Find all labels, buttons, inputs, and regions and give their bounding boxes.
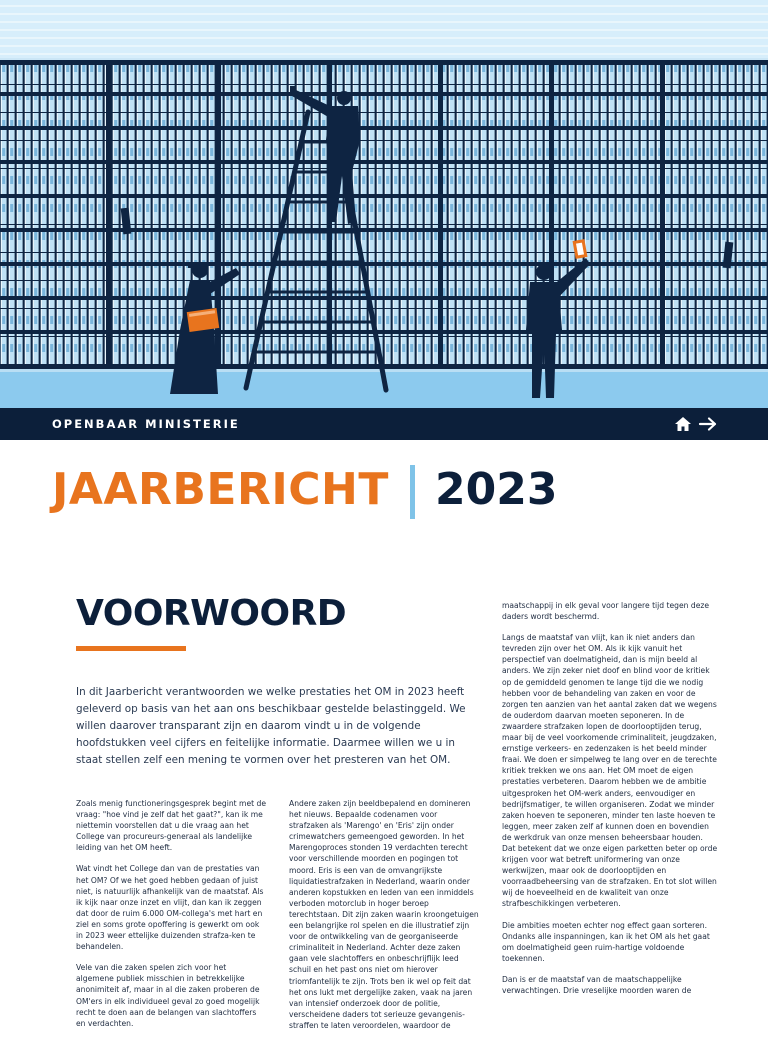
section-title-underline	[76, 646, 186, 651]
paragraph: Andere zaken zijn beeldbepalend en domineren het nieuws. Bepaalde codenamen voor strafzaken als 'Marengo' en 'Eris' zijn onder crimewatchers gemeengoed geworden. In het Marengoproces stonden 19 verdachten terecht voor verschillende moorden en pogingen tot moord. Eris is een van de omvangrijkste liquidatiestrafzaken in Nederland, waarin onder anderen kopstukken en leden van een inmiddels verboden motorclub in hoger beroep terechtstaan. Dit zijn zaken waarin kroongetuigen een belangrijke rol spelen en die illustratief zijn voor de ontwikkeling van de georganiseerde criminaliteit in Nederland. Achter deze zaken gaan vele slachtoffers en onbeschrijflijk leed schuil en het past ons niet om hierover triomfantelijk te zijn. Trots ben ik wel op feit dat het ons lukt met dergelijke zaken, vaak na jaren van intensief onderzoek door de politie, verscheidene daders tot serieuze gevangenis-straffen te laten veroordelen, waardoor de	[289, 799, 479, 1030]
arrow-right-icon[interactable]	[698, 416, 718, 432]
text-column-right	[502, 600, 718, 1006]
intro-paragraph: In dit Jaarbericht verantwoorden we welke prestaties het OM in 2023 heeft geleverd op basis van het aan ons beschikbaar gestelde belastinggeld. We willen daarover transparant zijn en daarom vindt u in de volgende hoofdstukken veel cijfers en feitelijke informatie. Daarmee willen we u in staat stellen zelf een mening te vormen over het presteren van het OM.	[76, 686, 466, 766]
paragraph: Wat vindt het College dan van de prestaties van het OM? Of we het goed hebben gedaan of juist niet, is natuurlijk afhankelijk van de maatstaf. Als ik kijk naar onze inzet en vlijt, dan kan ik zeggen dat door de ruim 6.000 OM-collega's met hart en ziel en soms grote opoffering is gewerkt om ook in 2023 weer ettelijke duizenden strafza-ken te behandelen.	[76, 864, 264, 952]
paragraph: Die ambities moeten echter nog effect gaan sorteren. Ondanks alle inspanningen, kan ik het OM als het gaat om doelmatigheid geen ruim-hartige voldoende toekennen.	[502, 920, 710, 963]
text-column-left	[76, 798, 266, 1039]
hero-illustration	[0, 0, 768, 408]
paragraph: Vele van die zaken spelen zich voor het algemene publiek misschien in betrekkelijke anonimiteit af, maar in al die zaken proberen de OM'ers in elk individueel geval zo goed mogelijk recht te doen aan de belangen van slachtoffers en verdachten.	[76, 963, 260, 1028]
organization-name: OPENBAAR MINISTERIE	[52, 417, 240, 431]
title-word: JAARBERICHT	[52, 464, 389, 515]
paragraph: Zoals menig functioneringsgesprek begint met de vraag: "hoe vind je zelf dat het gaat?", kan ik me niettemin voorstellen dat u die vraag aan het College van procureurs-generaal als landelijke leiding van het OM heeft.	[76, 799, 267, 853]
paragraph: Dan is er de maatstaf van de maatschappelijke verwachtingen. Drie vreselijke moorden waren de	[502, 974, 692, 995]
home-icon[interactable]	[674, 416, 692, 432]
top-navigation-bar	[0, 408, 768, 440]
title-separator	[410, 465, 415, 519]
section-title: VOORWOORD	[76, 593, 347, 634]
title-year: 2023	[435, 464, 558, 515]
text-column-middle	[289, 798, 479, 1041]
paragraph: Langs de maatstaf van vlijt, kan ik niet anders dan tevreden zijn over het OM. Als ik kijk vanuit het perspectief van doelmatigheid, dan is mijn beeld al anders. We zijn zeker niet doof en blind voor de kritiek op de gemiddeld genomen te lange tijd die we nodig hebben voor de behandeling van zaken en voor de zorgen ten aanzien van het aantal zaken dat we wegens de ouderdom daarvan moeten seponeren. In de zwaardere strafzaken lopen de doorlooptijden terug, maar bij de veel voorkomende criminaliteit, jeugdzaken, ernstige verkeers- en zedenzaken is het beeld minder fraai. We doen er simpelweg te lang over en de terechte kritiek trekken we ons aan. Het OM moet de eigen prestaties verbeteren. Daarom hebben we de ambitie uitgesproken het OM-werk anders, eenvoudiger en bedrijfsmatiger, te willen organiseren. Zodat we minder zaken hoeven te seponeren, minder ten laste hoeven te leggen, meer zaken zelf af kunnen doen en bovendien de werkdruk van onze mensen beheersbaar houden. Dat betekent dat we onze eigen parketten beter op orde krijgen voor wat betreft uniformering van onze werkwijzen, maar ook de doorlooptijden en voorraadbeheersing van de strafzaken. En tot slot willen wij de hoeveelheid en de kwaliteit van onze strafbeschikkingen verbeteren.	[502, 633, 718, 909]
paragraph: maatschappij in elk geval voor langere tijd tegen deze daders wordt beschermd.	[502, 601, 710, 622]
